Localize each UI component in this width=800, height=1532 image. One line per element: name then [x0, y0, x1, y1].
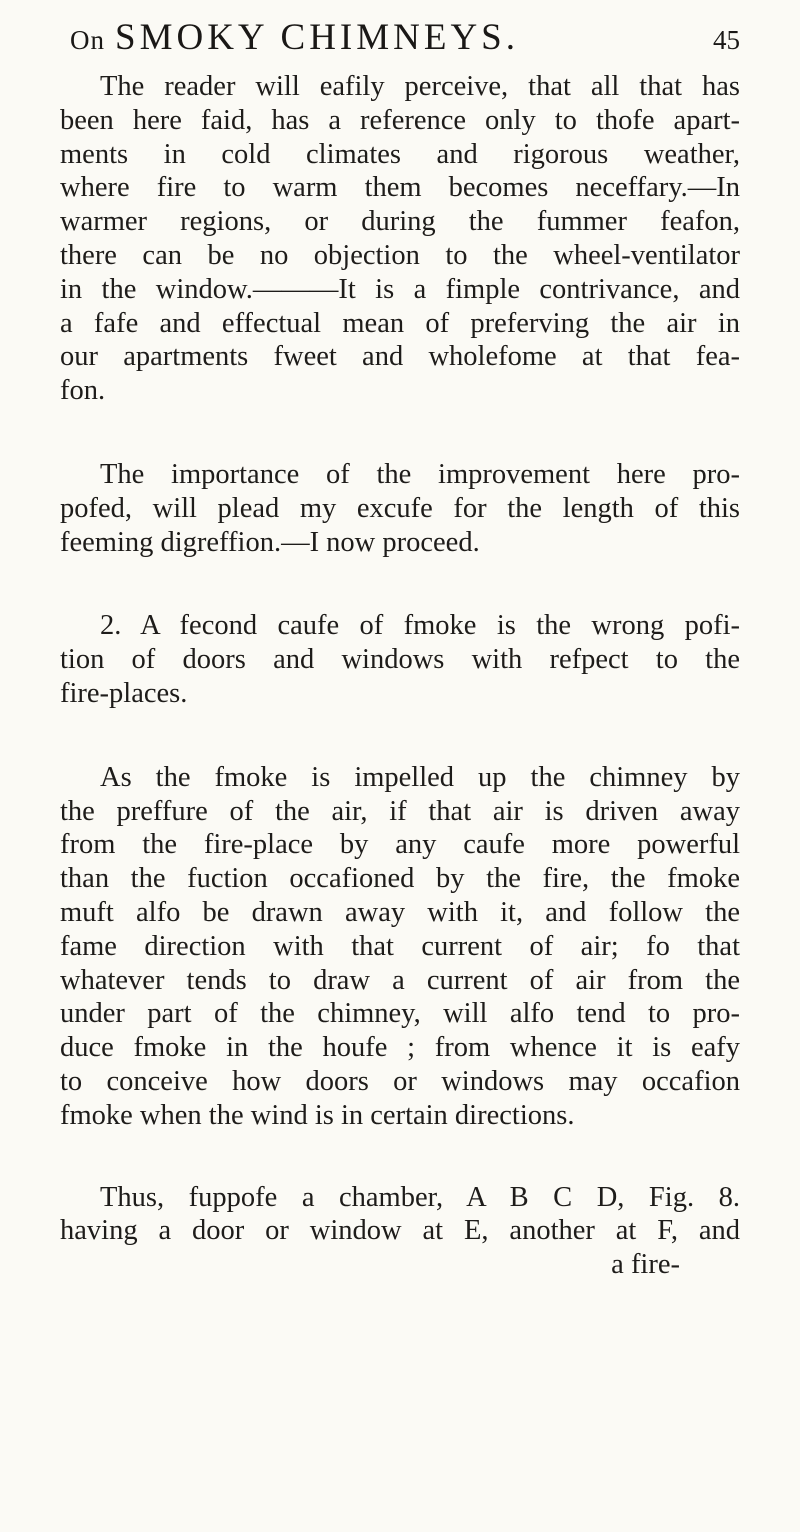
- running-title-prefix: On: [70, 25, 105, 55]
- page-number: 45: [713, 25, 740, 55]
- text-line: 2. A fecond caufe of fmoke is the wrong pofi-: [100, 610, 740, 642]
- text-line: duce fmoke in the houfe ; from whence it is eafy: [60, 1032, 740, 1064]
- paragraph-2: [60, 458, 740, 559]
- text-line: feeming digreffion.—I now proceed.: [60, 526, 480, 558]
- text-line: been here faid, has a reference only to thofe apart-: [60, 104, 740, 136]
- text-line: from the fire-place by any caufe more powerful: [60, 829, 740, 861]
- text-line: Thus, fuppofe a chamber, A B C D, Fig. 8.: [100, 1181, 740, 1213]
- text-line: in the window.———It is a fimple contrivance, and: [60, 273, 740, 305]
- paragraph-gap: [60, 1133, 740, 1181]
- body-text: [60, 70, 740, 1282]
- text-line: the preffure of the air, if that air is driven away: [60, 795, 740, 827]
- text-line: muft alfo be drawn away with it, and follow the: [60, 896, 740, 928]
- paragraph-gap: [60, 559, 740, 609]
- text-line: tion of doors and windows with refpect to the: [60, 644, 740, 676]
- text-line: fire-places.: [60, 677, 188, 709]
- paragraph-5: [60, 1181, 740, 1282]
- text-line: our apartments fweet and wholefome at that fea-: [60, 341, 740, 373]
- paragraph-3: [60, 609, 740, 710]
- text-line: The importance of the improvement here pro-: [100, 458, 740, 490]
- running-head: [70, 16, 740, 59]
- text-line: to conceive how doors or windows may occafion: [60, 1065, 740, 1097]
- text-line: having a door or window at E, another at F, and: [60, 1215, 740, 1247]
- text-line: fame direction with that current of air; fo that: [60, 930, 740, 962]
- text-line: where fire to warm them becomes neceffary.—In: [60, 172, 740, 204]
- text-line: than the fuction occafioned by the fire, the fmoke: [60, 863, 740, 895]
- paragraph-1: [60, 70, 740, 408]
- running-title: [70, 16, 519, 59]
- running-title-main: SMOKY CHIMNEYS.: [115, 17, 520, 58]
- text-line: fon.: [60, 375, 106, 407]
- catchword: a fire-: [611, 1249, 680, 1281]
- text-line: The reader will eafily perceive, that all that has: [100, 71, 740, 102]
- paragraph-gap: [60, 408, 740, 458]
- text-line: fmoke when the wind is in certain directions.: [60, 1099, 575, 1131]
- text-line: As the fmoke is impelled up the chimney by: [100, 761, 740, 793]
- text-line: a fafe and effectual mean of preferving the air in: [60, 307, 740, 339]
- text-line: whatever tends to draw a current of air from the: [60, 964, 740, 996]
- text-line: warmer regions, or during the fummer feafon,: [60, 206, 740, 238]
- text-line: under part of the chimney, will alfo tend to pro-: [60, 998, 740, 1030]
- text-line: pofed, will plead my excufe for the length of this: [60, 492, 740, 524]
- text-line: there can be no objection to the wheel-ventilator: [60, 239, 740, 271]
- paragraph-gap: [60, 711, 740, 761]
- text-line: ments in cold climates and rigorous weather,: [60, 138, 740, 170]
- paragraph-4: [60, 761, 740, 1133]
